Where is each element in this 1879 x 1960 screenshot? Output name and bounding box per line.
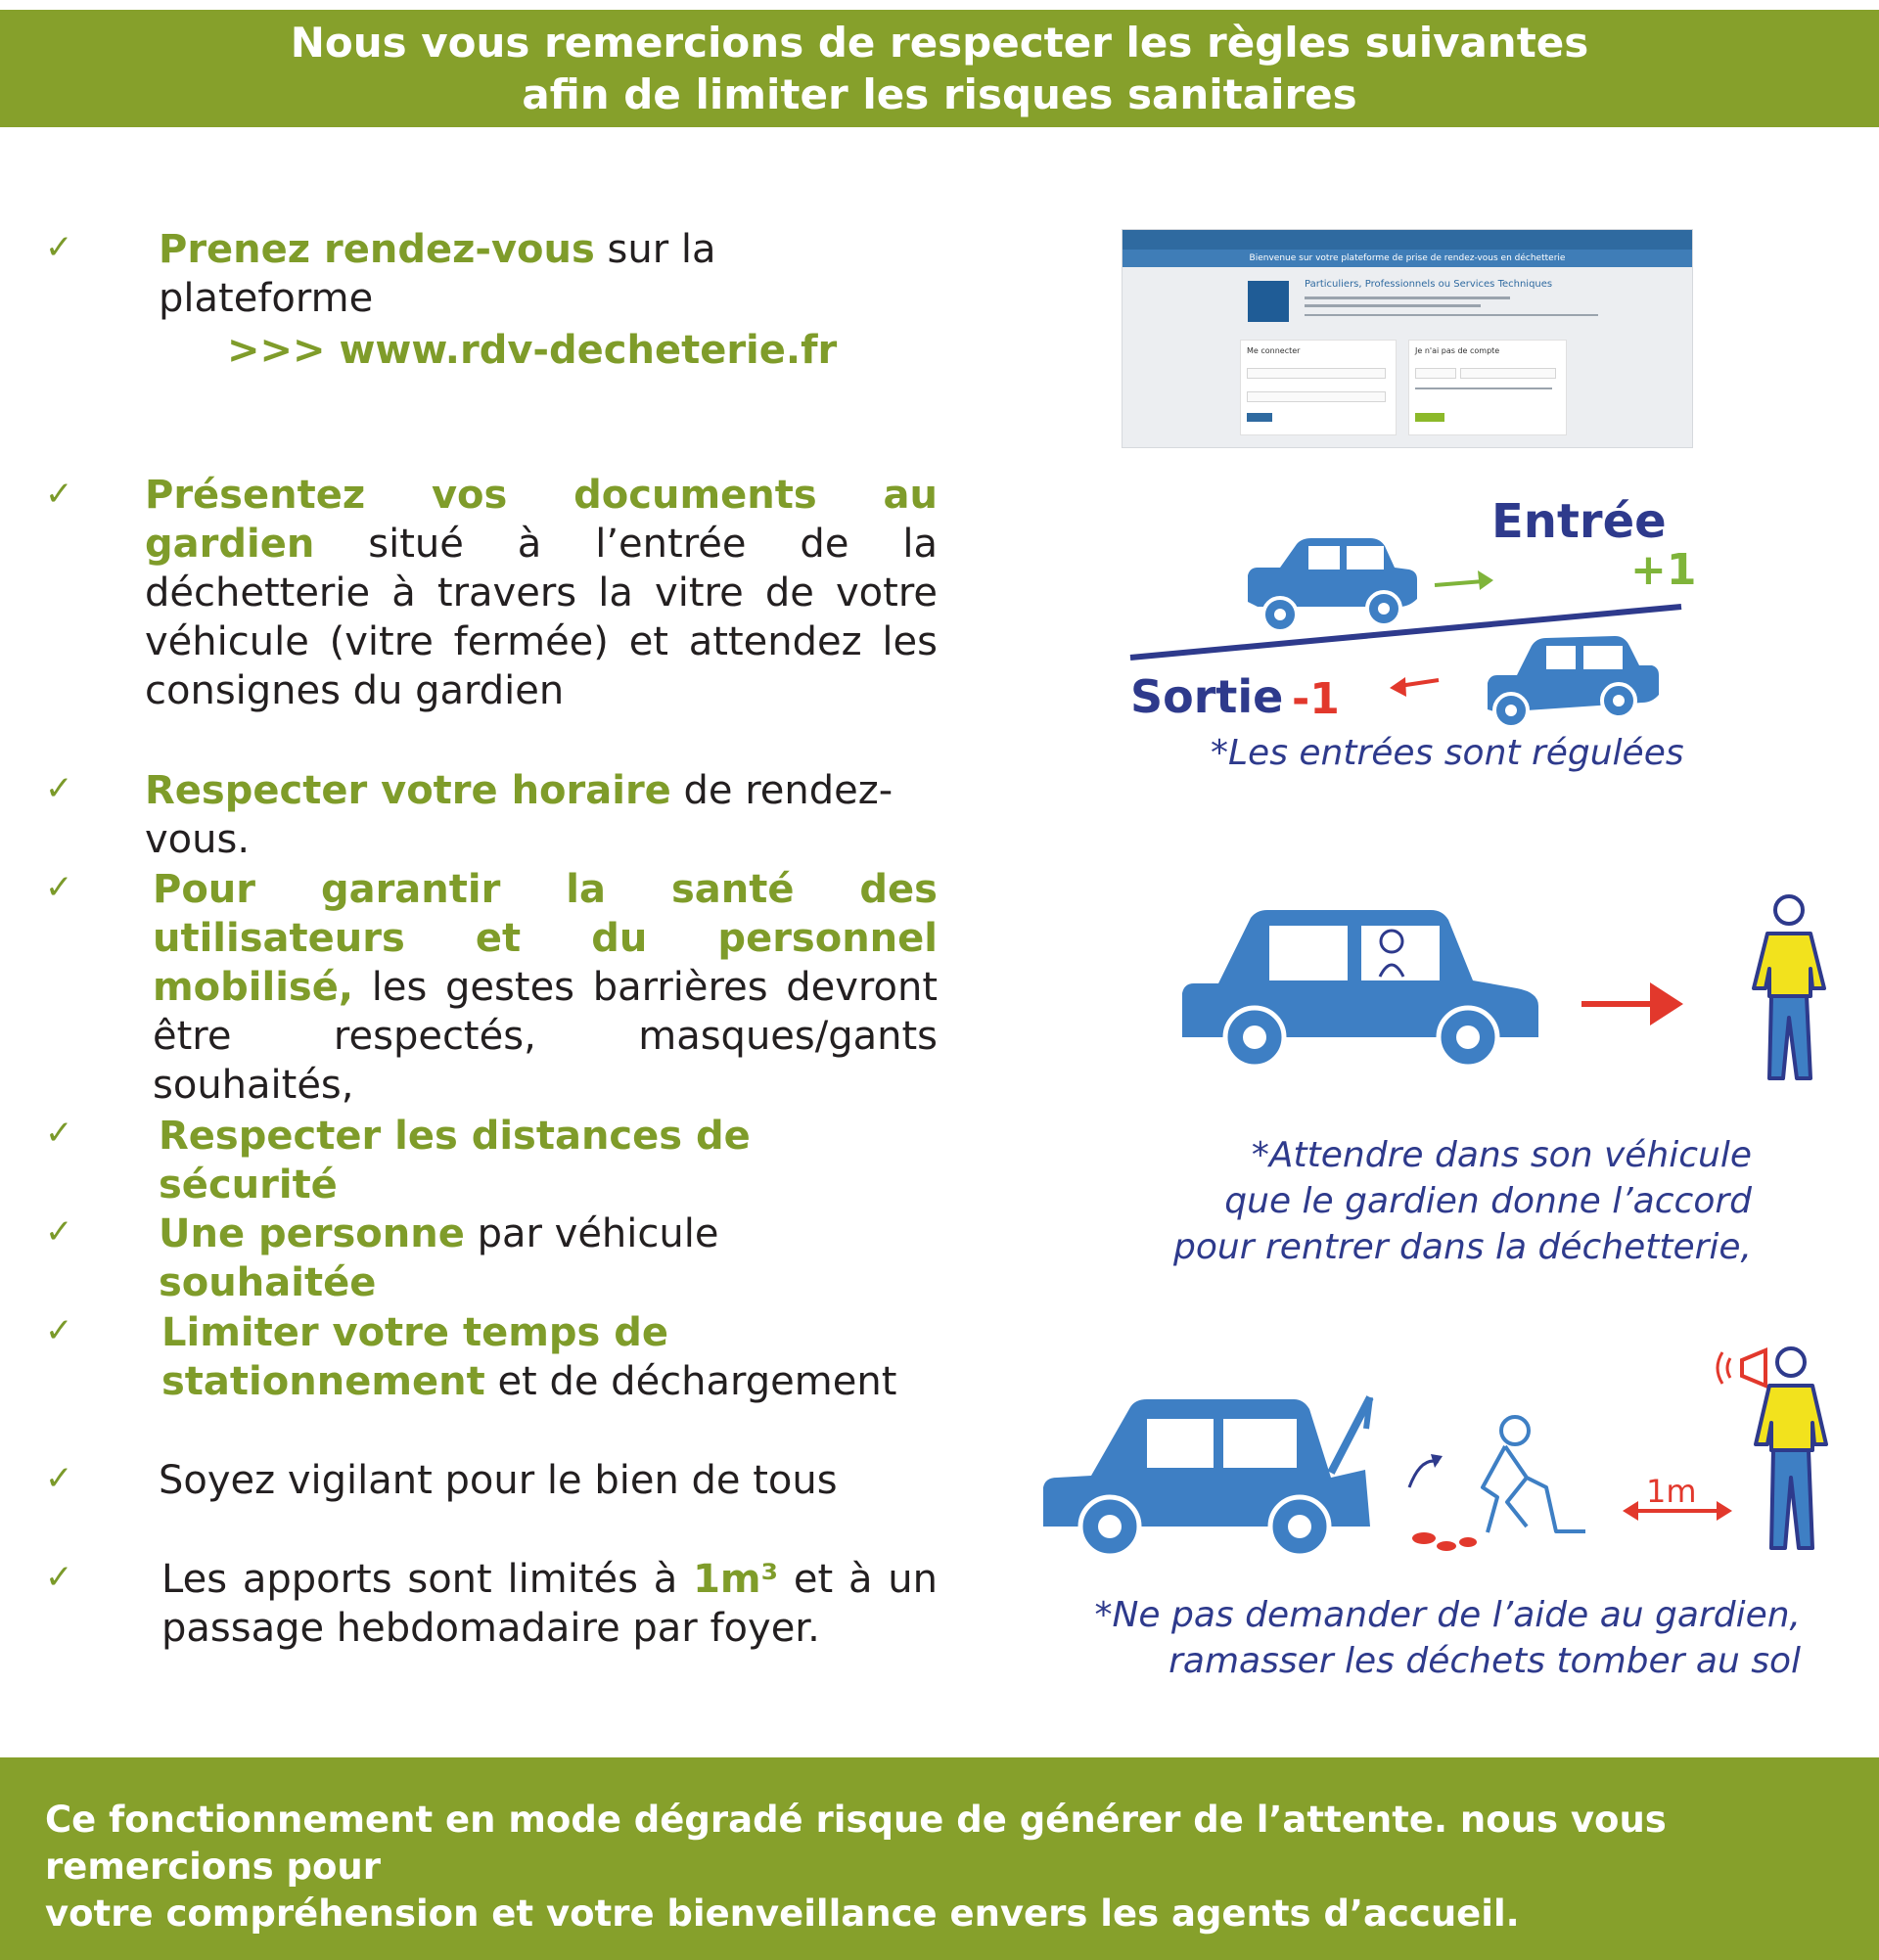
screenshot-topbar xyxy=(1123,230,1692,250)
screenshot-title: Particuliers, Professionnels ou Services Techniques xyxy=(1305,279,1553,290)
rule-text: Soyez vigilant pour le bien de tous xyxy=(159,1458,838,1503)
unloading-illustration xyxy=(1037,1341,1850,1566)
rule-text: sur la plateforme xyxy=(159,227,716,321)
screenshot-banner: Bienvenue sur votre plateforme de prise de rendez-vous en déchetterie xyxy=(1123,250,1692,267)
rule-bold: 1m³ xyxy=(693,1557,779,1602)
rule-distance xyxy=(159,1112,932,1209)
rule-bold: Limiter votre temps de stationnement xyxy=(161,1310,669,1404)
unloading-caption-line-2: ramasser les déchets tomber au sol xyxy=(1169,1641,1801,1681)
footer-line-1: Ce fonctionnement en mode dégradé risque de générer de l’attente. nous vous remercions pour xyxy=(45,1799,1667,1888)
car-with-driver-icon xyxy=(1182,910,1538,1067)
waiting-illustration xyxy=(1174,890,1850,1091)
rule-bold: souhaitée xyxy=(159,1260,377,1305)
appointment-link[interactable]: >>> www.rdv-decheterie.fr xyxy=(227,328,838,373)
rule-bold: Présentez vos documents au gardien xyxy=(145,473,938,567)
rule-text: situé à l’entrée de la déchetterie à travers la vitre de votre véhicule (vitre fermée) et attendez les consignes du gardien xyxy=(145,522,938,713)
rule-documents xyxy=(145,471,938,715)
rule-parking-time xyxy=(161,1308,938,1406)
checkmark-icon: ✓ xyxy=(45,769,73,808)
rule-text: de rendez-vous. xyxy=(145,768,894,862)
sortie-label: Sortie xyxy=(1130,670,1284,723)
waiting-caption-line-1: *Attendre dans son véhicule xyxy=(1251,1135,1752,1175)
footer-banner xyxy=(0,1757,1879,1960)
screenshot-register-panel xyxy=(1408,340,1567,435)
screenshot-logo xyxy=(1248,281,1289,322)
header-line-1: Nous vous remercions de respecter les règles suivantes xyxy=(290,19,1589,67)
footer-line-2: votre compréhension et votre bienveillance envers les agents d’accueil. xyxy=(45,1892,1520,1935)
rule-text: les gestes barrières devront être respectés, masques/gants souhaités, xyxy=(153,965,938,1108)
guardian-icon xyxy=(1754,896,1824,1078)
traffic-caption: *Les entrées sont régulées xyxy=(1211,733,1684,773)
checkmark-icon: ✓ xyxy=(45,1558,73,1597)
rule-bold: Pour garantir la santé des utilisateurs et du personnel mobilisé, xyxy=(153,867,938,1010)
car-exiting-icon xyxy=(1488,636,1659,727)
distance-label: 1m xyxy=(1646,1473,1697,1510)
screenshot-register-label: Je n'ai pas de compte xyxy=(1415,346,1500,355)
car-open-trunk-icon xyxy=(1043,1397,1370,1556)
header-banner xyxy=(0,10,1879,127)
checkmark-icon: ✓ xyxy=(45,868,73,907)
waiting-caption-line-3: pour rentrer dans la déchetterie, xyxy=(1173,1227,1752,1267)
rule-text: Les apports sont limités à xyxy=(161,1557,694,1602)
screenshot-login-panel xyxy=(1240,340,1397,435)
exit-arrow-icon xyxy=(1390,677,1439,697)
waiting-caption-line-2: que le gardien donne l’accord xyxy=(1224,1181,1752,1221)
rule-schedule xyxy=(145,766,938,864)
rule-bold: Respecter votre horaire xyxy=(145,768,671,813)
header-line-2: afin de limiter les risques sanitaires xyxy=(522,70,1357,118)
website-screenshot xyxy=(1122,229,1693,448)
rule-vigilance xyxy=(159,1456,932,1505)
entree-label: Entrée xyxy=(1491,494,1667,549)
car-entering-icon xyxy=(1248,538,1417,631)
red-arrow-icon xyxy=(1581,982,1683,1026)
rule-health xyxy=(153,865,938,1110)
rule-bold: Une personne xyxy=(159,1211,465,1256)
rule-bold: Prenez rendez-vous xyxy=(159,227,595,272)
minus-one-label: -1 xyxy=(1292,674,1340,724)
checkmark-icon: ✓ xyxy=(45,475,73,514)
rule-appointment xyxy=(159,225,922,323)
checkmark-icon: ✓ xyxy=(45,228,73,267)
rule-bold: Respecter les distances de sécurité xyxy=(159,1114,751,1208)
rule-text: et de déchargement xyxy=(484,1359,897,1404)
rule-one-person xyxy=(159,1209,932,1307)
entry-arrow-icon xyxy=(1435,570,1493,590)
unloading-caption-line-1: *Ne pas demander de l’aide au gardien, xyxy=(1094,1595,1801,1635)
rule-text: par véhicule xyxy=(464,1211,719,1256)
checkmark-icon: ✓ xyxy=(45,1212,73,1252)
checkmark-icon: ✓ xyxy=(45,1114,73,1153)
rule-text: et à un passage hebdomadaire par foyer. xyxy=(161,1557,938,1651)
megaphone-icon xyxy=(1718,1350,1765,1386)
checkmark-icon: ✓ xyxy=(45,1311,73,1350)
checkmark-icon: ✓ xyxy=(45,1459,73,1498)
person-picking-waste-icon xyxy=(1409,1417,1585,1551)
plus-one-label: +1 xyxy=(1630,545,1697,595)
screenshot-login-label: Me connecter xyxy=(1247,346,1301,355)
rule-limit-volume xyxy=(161,1555,938,1653)
